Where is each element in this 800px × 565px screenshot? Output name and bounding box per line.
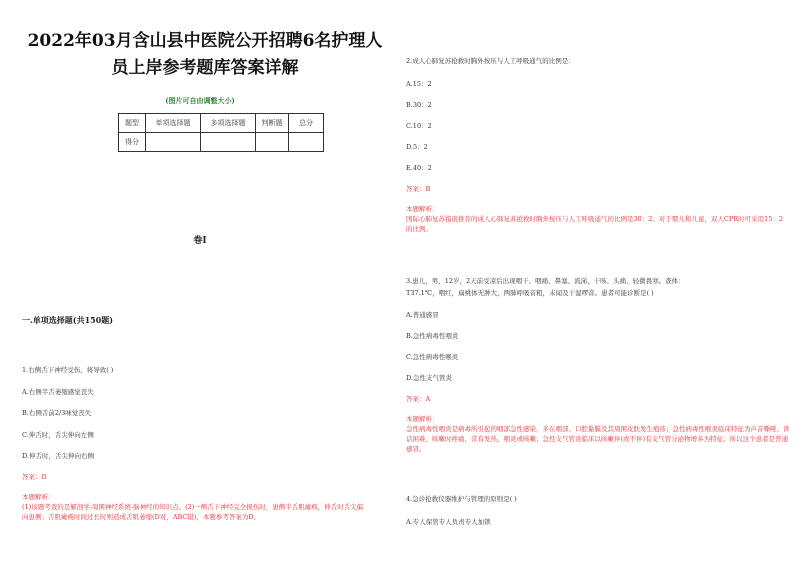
q4-option-a: A.专人保管专人负责专人加锁: [406, 518, 491, 526]
q1-answer: 答案：D: [22, 473, 47, 481]
q1-option-b: B.右侧舌前2/3味觉丧失: [22, 409, 92, 417]
q2-answer: 答案：B: [406, 185, 431, 193]
score-cell-multi: [201, 133, 256, 152]
q3-explanation-label: 本题解析：: [406, 415, 439, 423]
q3-option-d: D.急性支气管炎: [406, 374, 453, 382]
q4-stem: 4.急诊抢救仪器维护与管理的原则是( ): [406, 495, 517, 503]
section-title: 一.单项选择题(共150题): [22, 315, 114, 325]
score-table-score-row: [119, 133, 324, 152]
score-header-single: 单项选择题: [146, 114, 201, 133]
score-header-multi: 多项选择题: [201, 114, 256, 133]
title-line-2: 员上岸参考题库答案详解: [111, 58, 299, 78]
q2-explanation: 国际心肺复苏指南推荐的成人心肺复苏抢救时胸外按压与人工呼吸通气的比例是30：2。对于婴儿和儿童，双人CPR时可采用15：2的比例。: [406, 215, 784, 233]
q2-option-b: B.30：2: [406, 101, 432, 109]
score-cell-single: [146, 133, 201, 152]
q2-option-d: D.5：2: [406, 143, 428, 151]
title-line-1: 2022年03月含山县中医院公开招聘6名护理人: [27, 31, 383, 51]
q2-option-c: C.10：2: [406, 122, 432, 130]
q3-option-a: A.普通感冒: [406, 311, 439, 319]
volume-label: 卷I: [193, 236, 207, 246]
document-title: [20, 28, 390, 82]
q2-stem: 2.成人心肺复苏抢救时胸外按压与人工呼吸通气的比例是：: [406, 57, 575, 65]
q3-stem-line-2: T37.1℃，咽红，扁桃体无肿大，两肺呼吸音粗，未闻及干湿啰音。患者可能诊断是( ): [406, 289, 654, 297]
q2-option-e: E.40：2: [406, 164, 432, 172]
q2-explanation-label: 本题解析：: [406, 205, 439, 213]
score-header-total: 总分: [289, 114, 324, 133]
q3-option-b: B.急性病毒性咽炎: [406, 332, 459, 340]
q3-stem-line-1: 3.患儿，男，12岁，2天前受凉后出现咽干、咽痛、鼻塞、流涕、干咳、头痛、轻微畏寒。查体：: [406, 277, 685, 285]
q1-explanation-label: 本题解析：: [22, 493, 55, 501]
q3-option-c: C.急性病毒性喉炎: [406, 353, 459, 361]
q3-explanation: 急性病毒性咽炎是病毒所引起的咽部急性感染，多在咽部、口腔黏膜及其周围皮肤发生疱疹；急性病毒性喉炎临床特征为声音嘶哑、讲话困难、咳嗽时疼痛，常有发热、咽炎或咳嗽；急性支气管炎临床以咳嗽伴(或不伴)有支气管分泌物增多为特征。所以这个患者是普通感冒。: [406, 425, 790, 453]
score-table-header-row: [119, 114, 324, 133]
score-cell-judge: [256, 133, 289, 152]
q1-explanation: (1)该题考查的是解剖学-周围神经系统-脑神经的知识点。(2)一侧舌下神经完全损伤时，患侧半舌肌瘫痪，伸舌时舌尖偏向患侧；舌肌瘫痪时间过长时则造成舌肌萎缩(D对，ABC错)，本题参考答案为D。: [22, 503, 364, 521]
score-header-judge: 判断题: [256, 114, 289, 133]
score-cell-total: [289, 133, 324, 152]
q1-option-d: D.伸舌时，舌尖伸向右侧: [22, 452, 95, 460]
score-header-type: 题型: [119, 114, 146, 133]
q3-answer: 答案：A: [406, 395, 431, 403]
q1-option-c: C.伸舌时，舌尖伸向左侧: [22, 431, 94, 439]
score-row-label: 得分: [119, 133, 146, 152]
image-resize-note: (图片可自由调整大小): [165, 96, 235, 105]
q2-option-a: A.15：2: [406, 80, 432, 88]
q1-stem: 1.右侧舌下神经受伤，将导致( ): [22, 366, 114, 374]
q1-option-a: A.右侧半舌萎缩感觉丧失: [22, 388, 94, 396]
score-table: [118, 113, 324, 152]
